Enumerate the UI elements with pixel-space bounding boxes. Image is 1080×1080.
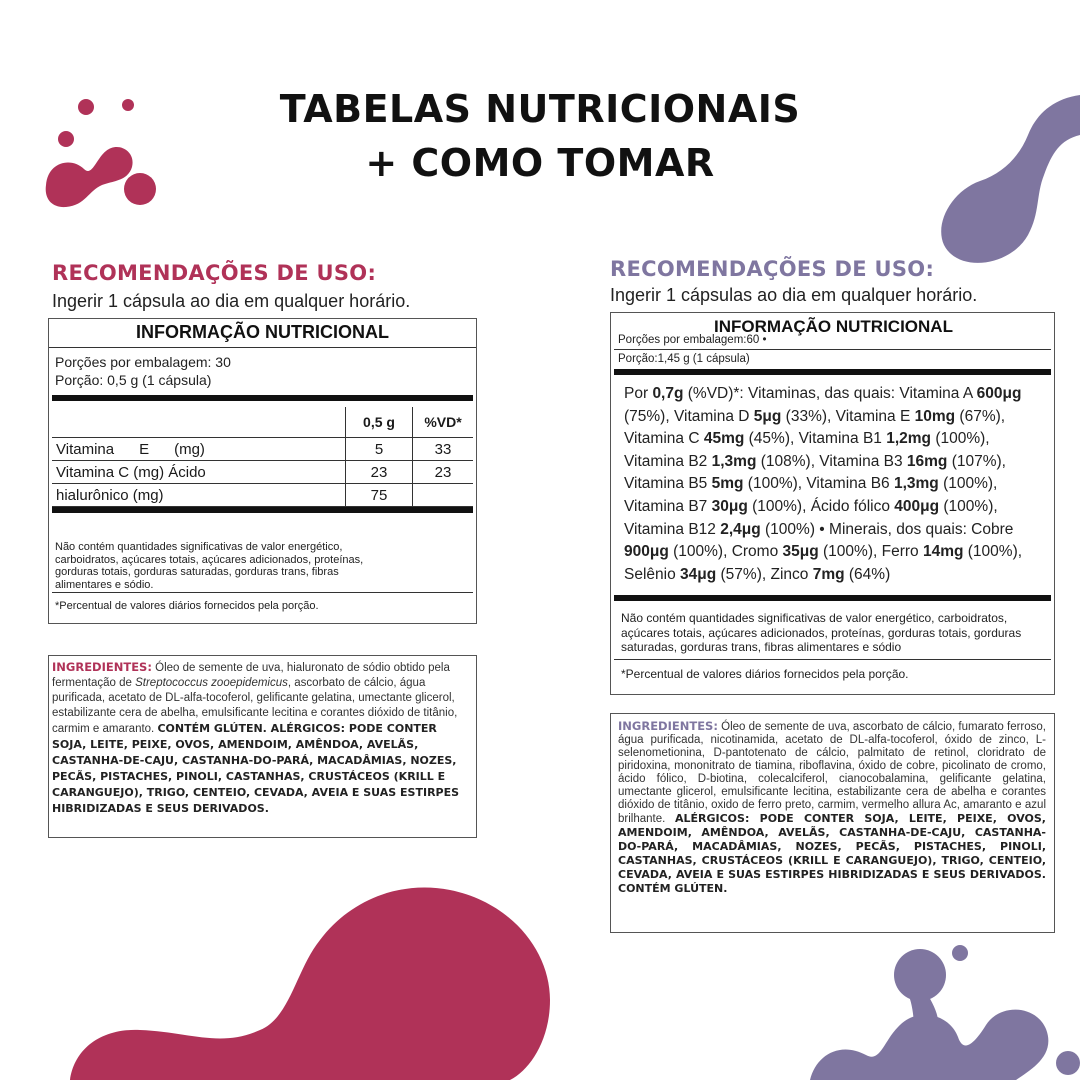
nutrient-text: (67%), Vitamina C [624, 407, 1006, 448]
nutrient-text: (100%) • Minerais, dos quais: Cobre [760, 520, 1014, 538]
right-nutrition-table [610, 312, 1055, 695]
nutrient-amount: 5mg [711, 475, 744, 493]
nutrient-vd [413, 484, 474, 507]
table-header-row [52, 407, 473, 438]
nutrient-text: (100%), Ferro [818, 543, 923, 561]
purple-molecule-bottom-right [810, 945, 1080, 1080]
ingredients-part: Óleo de semente de uva, hialuronato de sódio obtido pela fermentação de [52, 662, 450, 689]
nutrient-amount: 5μg [753, 407, 782, 425]
right-ingredients-box [610, 713, 1055, 933]
nutrient-text: (100%), Vitamina B2 [624, 430, 990, 470]
left-ingredients-text [52, 660, 472, 817]
nutrient-name: Vitamina E (mg) [52, 438, 346, 461]
ingredients-part: Óleo de semente de uva, ascorbato de cálcio, fumarato ferroso, água purificada, nicotinamida, acetato de DL-alfa-tocoferol, óxido de zinco, L- selenometionina, D-pantotenato de cálcio, palmitato de retinol, cloridrato de piridoxina, mononitrato de tiamina, riboflavina, óxido de cobre, picolinato de cromo, ácido fólico, D-biotina, colecalciferol, cianocobalamina, gelificante gelatina, umectante glicerol, emulsificante lecitina, estabilizante cera de abelha e corantes dióxido de titânio, oxido de ferro preto, carmim, vermelho allura Ac, amaranto e azul brilhante. [618, 721, 1046, 825]
left-nutrition-title: INFORMAÇÃO NUTRICIONAL [136, 322, 389, 342]
allergens-text: CONTÉM GLÚTEN. ALÉRGICOS: PODE CONTER SOJA, LEITE, PEIXE, OVOS, AMENDOIM, AMÊNDOA, AVELÃS, CASTANHA-DE-CAJU, CASTANHA-DO-PARÁ, MACADÂMIAS, NOZES, PECÃS, PISTACHES, PINOLI, CASTANHAS, CRUSTÁCEOS (KRILL E CARANGUEJO), TRIGO, CENTEIO, CEVADA, AVEIA E SUAS ESTIRPES HIBRIDIZADAS E SEUS DERIVADOS. [52, 722, 460, 815]
magenta-blob-bottom-left [60, 880, 560, 1080]
left-footnote: *Percentual de valores diários fornecidos pela porção. [55, 600, 319, 612]
divider [614, 659, 1051, 660]
nutrient-text: (75%), Vitamina D [624, 407, 754, 425]
nutrient-amount: 1,3mg [711, 452, 757, 470]
nutrient-text: (33%), Vitamina E [781, 407, 915, 425]
right-portions-per-pack: Porções por embalagem:60 • [618, 334, 767, 346]
title-line-2: + COMO TOMAR [365, 141, 715, 185]
nutrient-amount: 10mg [914, 407, 956, 425]
nutrient-amount: 900μg [624, 543, 669, 561]
nutrient-name: hialurônico (mg) [52, 484, 346, 507]
left-usage-instruction: Ingerir 1 cápsula ao dia em qualquer horário. [52, 291, 411, 311]
right-vitamin-list [624, 383, 1046, 586]
nutrient-text: Por [624, 385, 653, 402]
left-nutrition-table [48, 318, 477, 624]
nutrient-amount: 34μg [680, 565, 717, 583]
divider [52, 592, 473, 593]
left-nutrient-table [52, 407, 473, 507]
right-not-contain-note: Não contém quantidades significativas de valor energético, carboidratos, açúcares totais, açúcares adicionados, proteínas, gorduras totais, gorduras saturadas, gorduras trans, fibras alimentares e sódio [621, 611, 1022, 654]
nutrient-text: (100%), Cromo [668, 543, 783, 561]
nutrient-amount: 1,3mg [893, 475, 939, 493]
ingredients-part: , ascorbato de cálcio, água purificada, acetato de DL-alfa-tocoferol, gelificante gelatina, umectante glicerol, estabilizante cera de abelha, emulsificante lecitina e corantes dióxido de titânio, carmim e amaranto. [52, 677, 458, 735]
nutrient-amount: 2,4μg [720, 520, 761, 538]
nutrient-amount: 400μg [894, 497, 940, 515]
nutrient-amount: 7mg [812, 565, 845, 583]
table-row [52, 438, 473, 461]
nutrient-text: (100%), Vitamina B12 [624, 497, 998, 538]
right-usage-instruction: Ingerir 1 cápsulas ao dia em qualquer horário. [610, 285, 978, 305]
nutrient-text: (100%), Vitamina B6 [743, 475, 894, 493]
nutrient-value: 23 [346, 461, 413, 484]
nutrient-text: (100%), Selênio [624, 543, 1023, 583]
nutrient-amount: 16mg [906, 452, 948, 470]
left-portions-per-pack: Porções por embalagem: 30 [55, 354, 231, 370]
nutrient-text: (108%), Vitamina B3 [756, 452, 907, 470]
nutrient-amount: 45mg [703, 430, 745, 448]
nutrient-text: (100%), Vitamina B7 [624, 475, 998, 515]
divider [614, 349, 1051, 350]
divider [49, 347, 476, 348]
thick-divider [52, 507, 473, 513]
title-line-1: TABELAS NUTRICIONAIS [279, 87, 801, 131]
right-footnote: *Percentual de valores diários fornecidos pela porção. [621, 667, 909, 681]
nutrient-text: (57%), Zinco [716, 565, 813, 583]
thick-divider [614, 369, 1051, 375]
right-ingredients-text [618, 720, 1046, 896]
right-usage-heading: RECOMENDAÇÕES DE USO: [610, 257, 935, 281]
thick-divider [614, 595, 1051, 601]
nutrient-value: 75 [346, 484, 413, 507]
page-title [0, 82, 1080, 190]
ingredients-label: INGREDIENTES: [618, 719, 718, 733]
left-portion-size: Porção: 0,5 g (1 cápsula) [55, 372, 212, 388]
nutrient-name: Vitamina C (mg) Ácido [52, 461, 346, 484]
left-ingredients-box [48, 655, 477, 838]
nutrient-amount: 600μg [976, 385, 1022, 402]
ingredients-label: INGREDIENTES: [52, 660, 152, 674]
nutrient-text: (107%), Vitamina B5 [624, 452, 1006, 493]
nutrient-vd: 23 [413, 461, 474, 484]
col-portion-header: 0,5 g [346, 407, 413, 438]
thick-divider [52, 395, 473, 401]
table-row [52, 461, 473, 484]
table-row [52, 484, 473, 507]
nutrient-amount: 0,7g [652, 385, 684, 402]
col-vd-header: %VD* [413, 407, 474, 438]
nutrient-amount: 35μg [782, 543, 819, 561]
ingredients-italic: Streptococcus zooepidemicus [135, 677, 288, 689]
allergens-text: ALÉRGICOS: PODE CONTER SOJA, LEITE, PEIXE, OVOS, AMENDOIM, AMÊNDOA, AVELÃS, CASTANHA-DE-CAJU, CASTANHA-DO-PARÁ, MACADÂMIAS, NOZES, PECÃS, PISTACHES, PINOLI, CASTANHAS, CRUSTÁCEOS (KRILL E CARANGUEJO), TRIGO, CENTEIO, CEVADA, AVEIA E SUAS ESTIRPES HIBRIDIZADAS E SEUS DERIVADOS. CONTÉM GLÚTEN. [618, 812, 1046, 895]
right-nutrition-title: INFORMAÇÃO NUTRICIONAL [714, 317, 953, 336]
nutrient-text: (64%) [844, 565, 891, 583]
nutrient-amount: 14mg [922, 543, 964, 561]
left-usage-heading: RECOMENDAÇÕES DE USO: [52, 261, 377, 285]
nutrient-text: (%VD)*: Vitaminas, das quais: Vitamina A [683, 385, 977, 402]
nutrient-amount: 1,2mg [886, 430, 932, 448]
nutrient-value: 5 [346, 438, 413, 461]
nutrient-vd: 33 [413, 438, 474, 461]
nutrient-text: (100%), Ácido fólico [747, 497, 895, 515]
left-not-contain-note: Não contém quantidades significativas de valor energético, carboidratos, açúcares totais, açúcares adicionados, proteínas, gorduras totais, gorduras saturadas, gorduras trans, fibras alimentares e sódio. [55, 541, 364, 591]
right-portion-size: Porção:1,45 g (1 cápsula) [618, 353, 750, 365]
nutrient-amount: 30μg [711, 497, 748, 515]
nutrient-text: (45%), Vitamina B1 [744, 430, 887, 448]
